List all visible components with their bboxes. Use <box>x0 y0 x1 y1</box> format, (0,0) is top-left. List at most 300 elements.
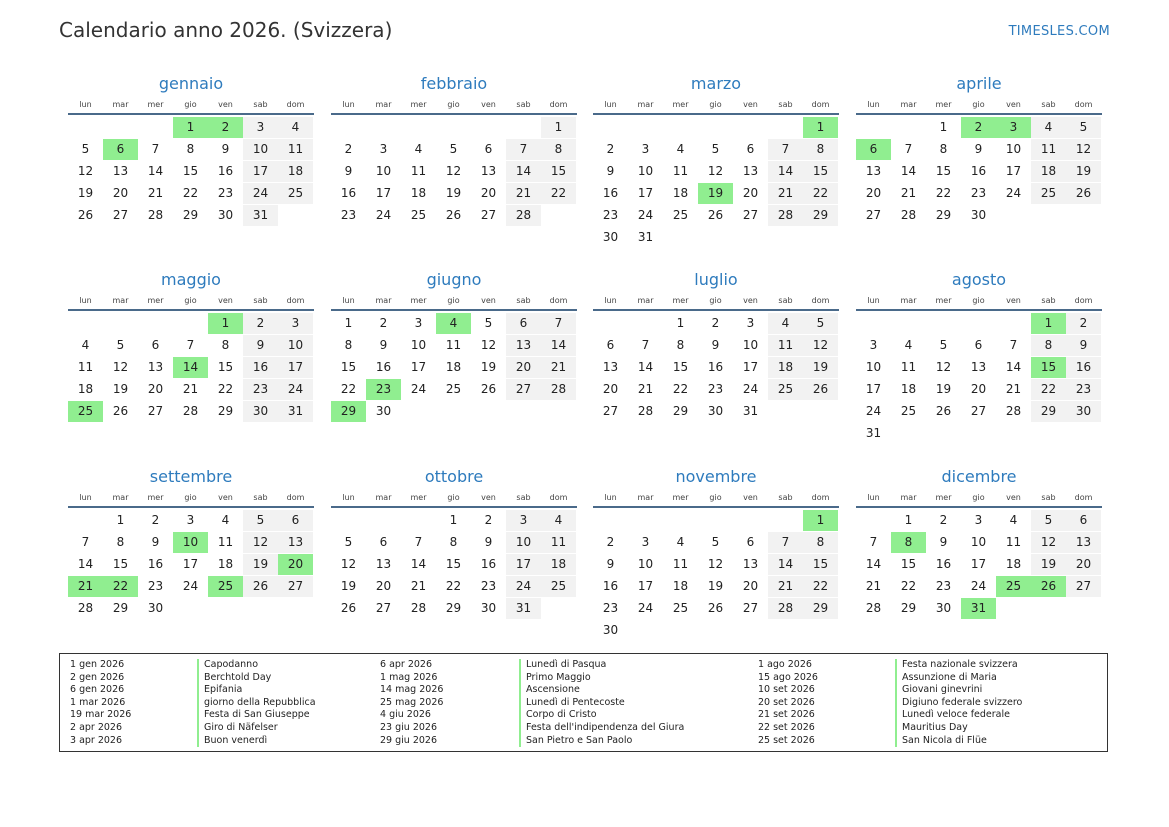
day-cell[interactable]: 9 <box>606 557 615 571</box>
day-cell[interactable]: 15 <box>217 360 234 374</box>
day-cell[interactable]: 29 <box>672 404 689 418</box>
day-cell[interactable]: 5 <box>81 142 90 156</box>
day-cell[interactable]: 24 <box>970 579 987 593</box>
day-cell[interactable]: 10 <box>742 338 759 352</box>
holiday-day-cell[interactable]: 31 <box>961 598 996 619</box>
day-cell[interactable]: 20 <box>147 382 164 396</box>
day-cell[interactable]: 21 <box>147 186 164 200</box>
day-cell[interactable]: 16 <box>970 164 987 178</box>
day-cell[interactable]: 22 <box>900 579 917 593</box>
day-cell[interactable]: 11 <box>1005 535 1022 549</box>
day-cell[interactable]: 29 <box>217 404 234 418</box>
day-cell[interactable]: 19 <box>243 554 278 575</box>
day-cell[interactable]: 20 <box>742 186 759 200</box>
day-cell[interactable]: 4 <box>904 338 913 352</box>
day-cell[interactable]: 13 <box>506 335 541 356</box>
day-cell[interactable]: 31 <box>637 230 654 244</box>
day-cell[interactable]: 28 <box>637 404 654 418</box>
day-cell[interactable]: 24 <box>742 382 759 396</box>
day-cell[interactable]: 26 <box>243 576 278 597</box>
day-cell[interactable]: 23 <box>147 579 164 593</box>
day-cell[interactable]: 9 <box>939 535 948 549</box>
day-cell[interactable]: 12 <box>340 557 357 571</box>
day-cell[interactable]: 26 <box>77 208 94 222</box>
holiday-day-cell[interactable]: 2 <box>208 117 243 138</box>
day-cell[interactable]: 24 <box>506 576 541 597</box>
day-cell[interactable]: 11 <box>410 164 427 178</box>
day-cell[interactable]: 20 <box>375 579 392 593</box>
day-cell[interactable]: 3 <box>278 313 313 334</box>
day-cell[interactable]: 2 <box>1066 313 1101 334</box>
day-cell[interactable]: 5 <box>711 535 720 549</box>
holiday-day-cell[interactable]: 25 <box>68 401 103 422</box>
day-cell[interactable]: 11 <box>278 139 313 160</box>
day-cell[interactable]: 13 <box>278 532 313 553</box>
day-cell[interactable]: 1 <box>904 513 913 527</box>
day-cell[interactable]: 2 <box>344 142 353 156</box>
day-cell[interactable]: 8 <box>541 139 576 160</box>
day-cell[interactable]: 8 <box>344 338 353 352</box>
day-cell[interactable]: 9 <box>151 535 160 549</box>
day-cell[interactable]: 20 <box>602 382 619 396</box>
day-cell[interactable]: 25 <box>672 601 689 615</box>
day-cell[interactable]: 14 <box>637 360 654 374</box>
day-cell[interactable]: 4 <box>81 338 90 352</box>
day-cell[interactable]: 5 <box>116 338 125 352</box>
day-cell[interactable]: 10 <box>410 338 427 352</box>
day-cell[interactable]: 12 <box>1031 532 1066 553</box>
day-cell[interactable]: 28 <box>900 208 917 222</box>
day-cell[interactable]: 1 <box>449 513 458 527</box>
day-cell[interactable]: 25 <box>900 404 917 418</box>
holiday-day-cell[interactable]: 29 <box>331 401 366 422</box>
day-cell[interactable]: 15 <box>112 557 129 571</box>
day-cell[interactable]: 14 <box>865 557 882 571</box>
day-cell[interactable]: 11 <box>900 360 917 374</box>
day-cell[interactable]: 23 <box>480 579 497 593</box>
day-cell[interactable]: 7 <box>869 535 878 549</box>
holiday-day-cell[interactable]: 14 <box>173 357 208 378</box>
day-cell[interactable]: 31 <box>506 598 541 619</box>
day-cell[interactable]: 13 <box>970 360 987 374</box>
day-cell[interactable]: 16 <box>1066 357 1101 378</box>
day-cell[interactable]: 28 <box>1005 404 1022 418</box>
day-cell[interactable]: 20 <box>112 186 129 200</box>
day-cell[interactable]: 12 <box>480 338 497 352</box>
day-cell[interactable]: 11 <box>1031 139 1066 160</box>
day-cell[interactable]: 26 <box>935 404 952 418</box>
day-cell[interactable]: 23 <box>1066 379 1101 400</box>
day-cell[interactable]: 7 <box>81 535 90 549</box>
day-cell[interactable]: 19 <box>935 382 952 396</box>
holiday-day-cell[interactable]: 15 <box>1031 357 1066 378</box>
day-cell[interactable]: 1 <box>676 316 685 330</box>
day-cell[interactable]: 13 <box>742 557 759 571</box>
day-cell[interactable]: 3 <box>506 510 541 531</box>
day-cell[interactable]: 24 <box>637 601 654 615</box>
day-cell[interactable]: 9 <box>243 335 278 356</box>
day-cell[interactable]: 3 <box>746 316 755 330</box>
day-cell[interactable]: 17 <box>410 360 427 374</box>
day-cell[interactable]: 30 <box>147 601 164 615</box>
day-cell[interactable]: 10 <box>1005 142 1022 156</box>
day-cell[interactable]: 12 <box>803 335 838 356</box>
day-cell[interactable]: 27 <box>480 208 497 222</box>
day-cell[interactable]: 22 <box>803 576 838 597</box>
day-cell[interactable]: 23 <box>243 379 278 400</box>
day-cell[interactable]: 16 <box>480 557 497 571</box>
day-cell[interactable]: 6 <box>606 338 615 352</box>
day-cell[interactable]: 21 <box>541 357 576 378</box>
day-cell[interactable]: 6 <box>746 535 755 549</box>
day-cell[interactable]: 17 <box>243 161 278 182</box>
day-cell[interactable]: 1 <box>344 316 353 330</box>
day-cell[interactable]: 9 <box>606 164 615 178</box>
day-cell[interactable]: 27 <box>602 404 619 418</box>
day-cell[interactable]: 8 <box>939 142 948 156</box>
day-cell[interactable]: 15 <box>935 164 952 178</box>
day-cell[interactable]: 5 <box>449 142 458 156</box>
holiday-day-cell[interactable]: 26 <box>1031 576 1066 597</box>
day-cell[interactable]: 6 <box>379 535 388 549</box>
day-cell[interactable]: 20 <box>970 382 987 396</box>
holiday-day-cell[interactable]: 23 <box>366 379 401 400</box>
day-cell[interactable]: 29 <box>803 598 838 619</box>
day-cell[interactable]: 10 <box>506 532 541 553</box>
day-cell[interactable]: 5 <box>711 142 720 156</box>
day-cell[interactable]: 14 <box>77 557 94 571</box>
day-cell[interactable]: 1 <box>116 513 125 527</box>
day-cell[interactable]: 24 <box>182 579 199 593</box>
day-cell[interactable]: 10 <box>243 139 278 160</box>
day-cell[interactable]: 27 <box>112 208 129 222</box>
day-cell[interactable]: 14 <box>1005 360 1022 374</box>
day-cell[interactable]: 6 <box>484 142 493 156</box>
day-cell[interactable]: 10 <box>278 335 313 356</box>
day-cell[interactable]: 2 <box>939 513 948 527</box>
day-cell[interactable]: 13 <box>112 164 129 178</box>
day-cell[interactable]: 20 <box>480 186 497 200</box>
day-cell[interactable]: 27 <box>506 379 541 400</box>
day-cell[interactable]: 4 <box>221 513 230 527</box>
day-cell[interactable]: 28 <box>865 601 882 615</box>
day-cell[interactable]: 3 <box>379 142 388 156</box>
day-cell[interactable]: 11 <box>672 164 689 178</box>
day-cell[interactable]: 13 <box>602 360 619 374</box>
day-cell[interactable]: 16 <box>243 357 278 378</box>
day-cell[interactable]: 27 <box>742 208 759 222</box>
day-cell[interactable]: 19 <box>707 579 724 593</box>
day-cell[interactable]: 22 <box>803 183 838 204</box>
day-cell[interactable]: 30 <box>480 601 497 615</box>
day-cell[interactable]: 24 <box>243 183 278 204</box>
day-cell[interactable]: 18 <box>541 554 576 575</box>
day-cell[interactable]: 25 <box>1031 183 1066 204</box>
day-cell[interactable]: 18 <box>445 360 462 374</box>
day-cell[interactable]: 21 <box>900 186 917 200</box>
holiday-day-cell[interactable]: 22 <box>103 576 138 597</box>
day-cell[interactable]: 6 <box>506 313 541 334</box>
day-cell[interactable]: 11 <box>541 532 576 553</box>
day-cell[interactable]: 7 <box>414 535 423 549</box>
holiday-day-cell[interactable]: 3 <box>996 117 1031 138</box>
day-cell[interactable]: 28 <box>768 598 803 619</box>
day-cell[interactable]: 21 <box>637 382 654 396</box>
day-cell[interactable]: 29 <box>935 208 952 222</box>
day-cell[interactable]: 3 <box>243 117 278 138</box>
day-cell[interactable]: 13 <box>865 164 882 178</box>
day-cell[interactable]: 29 <box>900 601 917 615</box>
day-cell[interactable]: 24 <box>410 382 427 396</box>
day-cell[interactable]: 16 <box>707 360 724 374</box>
day-cell[interactable]: 9 <box>484 535 493 549</box>
day-cell[interactable]: 31 <box>865 426 882 440</box>
day-cell[interactable]: 24 <box>1005 186 1022 200</box>
day-cell[interactable]: 28 <box>506 205 541 226</box>
day-cell[interactable]: 4 <box>676 535 685 549</box>
day-cell[interactable]: 18 <box>278 161 313 182</box>
day-cell[interactable]: 17 <box>970 557 987 571</box>
day-cell[interactable]: 6 <box>974 338 983 352</box>
day-cell[interactable]: 30 <box>935 601 952 615</box>
day-cell[interactable]: 25 <box>278 183 313 204</box>
day-cell[interactable]: 18 <box>1031 161 1066 182</box>
day-cell[interactable]: 26 <box>707 208 724 222</box>
day-cell[interactable]: 21 <box>768 576 803 597</box>
day-cell[interactable]: 20 <box>865 186 882 200</box>
day-cell[interactable]: 18 <box>900 382 917 396</box>
day-cell[interactable]: 9 <box>974 142 983 156</box>
day-cell[interactable]: 19 <box>1031 554 1066 575</box>
day-cell[interactable]: 27 <box>147 404 164 418</box>
day-cell[interactable]: 11 <box>217 535 234 549</box>
day-cell[interactable]: 5 <box>243 510 278 531</box>
day-cell[interactable]: 16 <box>217 164 234 178</box>
day-cell[interactable]: 27 <box>742 601 759 615</box>
day-cell[interactable]: 2 <box>606 535 615 549</box>
day-cell[interactable]: 3 <box>641 535 650 549</box>
day-cell[interactable]: 6 <box>1066 510 1101 531</box>
day-cell[interactable]: 12 <box>707 557 724 571</box>
day-cell[interactable]: 14 <box>410 557 427 571</box>
day-cell[interactable]: 17 <box>506 554 541 575</box>
day-cell[interactable]: 9 <box>1066 335 1101 356</box>
day-cell[interactable]: 22 <box>340 382 357 396</box>
day-cell[interactable]: 21 <box>1005 382 1022 396</box>
day-cell[interactable]: 17 <box>637 186 654 200</box>
day-cell[interactable]: 30 <box>243 401 278 422</box>
day-cell[interactable]: 18 <box>672 186 689 200</box>
day-cell[interactable]: 5 <box>1066 117 1101 138</box>
day-cell[interactable]: 3 <box>186 513 195 527</box>
day-cell[interactable]: 2 <box>151 513 160 527</box>
day-cell[interactable]: 12 <box>1066 139 1101 160</box>
day-cell[interactable]: 31 <box>742 404 759 418</box>
day-cell[interactable]: 9 <box>344 164 353 178</box>
day-cell[interactable]: 15 <box>541 161 576 182</box>
day-cell[interactable]: 16 <box>602 579 619 593</box>
day-cell[interactable]: 11 <box>77 360 94 374</box>
holiday-day-cell[interactable]: 1 <box>803 117 838 138</box>
holiday-day-cell[interactable]: 19 <box>698 183 733 204</box>
day-cell[interactable]: 30 <box>970 208 987 222</box>
day-cell[interactable]: 5 <box>1031 510 1066 531</box>
day-cell[interactable]: 12 <box>707 164 724 178</box>
day-cell[interactable]: 19 <box>445 186 462 200</box>
day-cell[interactable]: 7 <box>768 532 803 553</box>
holiday-day-cell[interactable]: 8 <box>891 532 926 553</box>
day-cell[interactable]: 28 <box>147 208 164 222</box>
day-cell[interactable]: 15 <box>445 557 462 571</box>
day-cell[interactable]: 13 <box>742 164 759 178</box>
day-cell[interactable]: 30 <box>375 404 392 418</box>
day-cell[interactable]: 30 <box>602 623 619 637</box>
day-cell[interactable]: 30 <box>217 208 234 222</box>
day-cell[interactable]: 16 <box>147 557 164 571</box>
day-cell[interactable]: 28 <box>182 404 199 418</box>
day-cell[interactable]: 12 <box>77 164 94 178</box>
day-cell[interactable]: 20 <box>742 579 759 593</box>
day-cell[interactable]: 27 <box>865 208 882 222</box>
day-cell[interactable]: 5 <box>484 316 493 330</box>
day-cell[interactable]: 24 <box>865 404 882 418</box>
day-cell[interactable]: 20 <box>1066 554 1101 575</box>
day-cell[interactable]: 23 <box>602 601 619 615</box>
day-cell[interactable]: 29 <box>1031 401 1066 422</box>
day-cell[interactable]: 8 <box>221 338 230 352</box>
day-cell[interactable]: 27 <box>970 404 987 418</box>
day-cell[interactable]: 25 <box>541 576 576 597</box>
day-cell[interactable]: 8 <box>186 142 195 156</box>
day-cell[interactable]: 12 <box>243 532 278 553</box>
day-cell[interactable]: 8 <box>803 532 838 553</box>
day-cell[interactable]: 18 <box>217 557 234 571</box>
day-cell[interactable]: 25 <box>410 208 427 222</box>
day-cell[interactable]: 15 <box>803 554 838 575</box>
holiday-day-cell[interactable]: 25 <box>996 576 1031 597</box>
day-cell[interactable]: 28 <box>77 601 94 615</box>
day-cell[interactable]: 5 <box>344 535 353 549</box>
day-cell[interactable]: 5 <box>939 338 948 352</box>
day-cell[interactable]: 10 <box>375 164 392 178</box>
day-cell[interactable]: 11 <box>445 338 462 352</box>
day-cell[interactable]: 2 <box>606 142 615 156</box>
brand-logo[interactable]: TIMESLES.COM <box>1008 24 1110 39</box>
holiday-day-cell[interactable]: 1 <box>173 117 208 138</box>
day-cell[interactable]: 8 <box>449 535 458 549</box>
day-cell[interactable]: 7 <box>1009 338 1018 352</box>
holiday-day-cell[interactable]: 1 <box>803 510 838 531</box>
day-cell[interactable]: 14 <box>147 164 164 178</box>
day-cell[interactable]: 22 <box>935 186 952 200</box>
day-cell[interactable]: 27 <box>1066 576 1101 597</box>
day-cell[interactable]: 21 <box>506 183 541 204</box>
day-cell[interactable]: 6 <box>746 142 755 156</box>
day-cell[interactable]: 25 <box>672 208 689 222</box>
day-cell[interactable]: 24 <box>637 208 654 222</box>
day-cell[interactable]: 2 <box>484 513 493 527</box>
day-cell[interactable]: 29 <box>182 208 199 222</box>
holiday-day-cell[interactable]: 1 <box>1031 313 1066 334</box>
day-cell[interactable]: 24 <box>375 208 392 222</box>
day-cell[interactable]: 22 <box>672 382 689 396</box>
day-cell[interactable]: 22 <box>1031 379 1066 400</box>
day-cell[interactable]: 6 <box>151 338 160 352</box>
day-cell[interactable]: 17 <box>742 360 759 374</box>
day-cell[interactable]: 5 <box>803 313 838 334</box>
day-cell[interactable]: 21 <box>410 579 427 593</box>
day-cell[interactable]: 21 <box>768 183 803 204</box>
holiday-day-cell[interactable]: 2 <box>961 117 996 138</box>
day-cell[interactable]: 10 <box>865 360 882 374</box>
day-cell[interactable]: 17 <box>1005 164 1022 178</box>
day-cell[interactable]: 21 <box>865 579 882 593</box>
day-cell[interactable]: 10 <box>637 557 654 571</box>
day-cell[interactable]: 27 <box>278 576 313 597</box>
day-cell[interactable]: 16 <box>935 557 952 571</box>
day-cell[interactable]: 14 <box>768 554 803 575</box>
day-cell[interactable]: 17 <box>637 579 654 593</box>
day-cell[interactable]: 26 <box>340 601 357 615</box>
day-cell[interactable]: 23 <box>602 208 619 222</box>
day-cell[interactable]: 27 <box>375 601 392 615</box>
day-cell[interactable]: 15 <box>672 360 689 374</box>
day-cell[interactable]: 4 <box>541 510 576 531</box>
day-cell[interactable]: 10 <box>970 535 987 549</box>
day-cell[interactable]: 8 <box>116 535 125 549</box>
day-cell[interactable]: 22 <box>541 183 576 204</box>
day-cell[interactable]: 8 <box>803 139 838 160</box>
day-cell[interactable]: 15 <box>182 164 199 178</box>
day-cell[interactable]: 26 <box>1066 183 1101 204</box>
day-cell[interactable]: 3 <box>974 513 983 527</box>
day-cell[interactable]: 21 <box>182 382 199 396</box>
day-cell[interactable]: 26 <box>112 404 129 418</box>
day-cell[interactable]: 1 <box>939 120 948 134</box>
day-cell[interactable]: 7 <box>506 139 541 160</box>
day-cell[interactable]: 19 <box>340 579 357 593</box>
day-cell[interactable]: 8 <box>1031 335 1066 356</box>
day-cell[interactable]: 3 <box>414 316 423 330</box>
day-cell[interactable]: 2 <box>379 316 388 330</box>
day-cell[interactable]: 10 <box>637 164 654 178</box>
day-cell[interactable]: 4 <box>1009 513 1018 527</box>
day-cell[interactable]: 17 <box>182 557 199 571</box>
day-cell[interactable]: 17 <box>375 186 392 200</box>
day-cell[interactable]: 17 <box>278 357 313 378</box>
day-cell[interactable]: 26 <box>445 208 462 222</box>
day-cell[interactable]: 18 <box>1005 557 1022 571</box>
day-cell[interactable]: 14 <box>900 164 917 178</box>
day-cell[interactable]: 2 <box>243 313 278 334</box>
holiday-day-cell[interactable]: 10 <box>173 532 208 553</box>
day-cell[interactable]: 23 <box>970 186 987 200</box>
day-cell[interactable]: 3 <box>869 338 878 352</box>
day-cell[interactable]: 9 <box>221 142 230 156</box>
day-cell[interactable]: 14 <box>506 161 541 182</box>
day-cell[interactable]: 23 <box>707 382 724 396</box>
day-cell[interactable]: 19 <box>1066 161 1101 182</box>
day-cell[interactable]: 17 <box>865 382 882 396</box>
day-cell[interactable]: 19 <box>803 357 838 378</box>
day-cell[interactable]: 20 <box>506 357 541 378</box>
holiday-day-cell[interactable]: 25 <box>208 576 243 597</box>
day-cell[interactable]: 4 <box>768 313 803 334</box>
day-cell[interactable]: 2 <box>711 316 720 330</box>
day-cell[interactable]: 19 <box>112 382 129 396</box>
day-cell[interactable]: 12 <box>445 164 462 178</box>
day-cell[interactable]: 15 <box>900 557 917 571</box>
